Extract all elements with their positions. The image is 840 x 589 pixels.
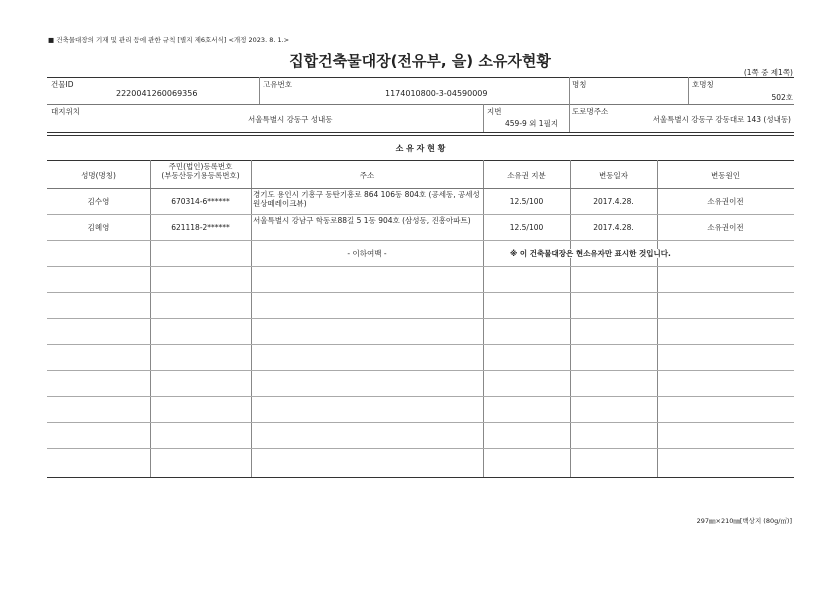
unique-no-value: 1174010800-3-04590009 — [385, 89, 488, 98]
table-row — [47, 396, 794, 397]
owner-change-reason: 소유권이전 — [707, 197, 744, 206]
table-row — [47, 370, 794, 371]
road-value: 서울특별시 강동구 강동대로 143 (성내동) — [652, 115, 791, 124]
table-row — [47, 344, 794, 345]
revision-label: <개정 2023. 8. 1.> — [228, 36, 290, 44]
owner-change-reason: 소유권이전 — [707, 223, 744, 232]
unit-value: 502호 — [771, 93, 793, 102]
site-value: 서울특별시 강동구 성내동 — [248, 115, 333, 124]
table-row — [47, 318, 794, 319]
owner-change-date: 2017.4.28. — [593, 223, 634, 232]
regulation-label: ■ 건축물대장의 기재 및 관리 등에 관한 규칙 [별지 제6호서식] — [48, 36, 227, 44]
unique-no-label: 고유번호 — [263, 80, 292, 89]
col-header-name: 성명(명칭) — [81, 171, 116, 180]
table-row — [47, 292, 794, 293]
lot-value: 459-9 외 1필지 — [505, 119, 559, 128]
notice-text: ※ 이 건축물대장은 현소유자만 표시한 것입니다. — [510, 249, 671, 258]
paper-spec: 297㎜×210㎜[백상지 (80g/㎡)] — [696, 517, 792, 525]
site-label: 대지위치 — [51, 107, 80, 116]
regulation-text — [48, 35, 289, 44]
building-id-label: 건물ID — [51, 80, 74, 89]
table-row — [47, 422, 794, 423]
table-row — [47, 448, 794, 449]
owner-address: 서울특별시 강남구 학동로88길 5 1동 904호 (삼성동, 진흥아파트) — [253, 216, 471, 225]
owner-share: 12.5/100 — [509, 223, 544, 232]
unit-label: 호명칭 — [692, 80, 714, 89]
page-info: (1쪽 중 제1쪽) — [743, 68, 793, 77]
owner-share: 12.5/100 — [509, 197, 544, 206]
owner-reg-no: 670314-6****** — [171, 197, 230, 206]
section-title: 소 유 자 현 황 — [395, 144, 446, 153]
owner-name: 김혜영 — [87, 223, 110, 232]
blank-marker: - 이하여백 - — [347, 249, 387, 258]
lot-label: 지번 — [487, 107, 502, 116]
owner-address: 경기도 용인시 기흥구 동탄기흥로 864 106동 804호 (공세동, 공세성원상떼레이크뷰) — [253, 190, 480, 208]
owner-change-date: 2017.4.28. — [593, 197, 634, 206]
name-label: 명칭 — [572, 80, 587, 89]
col-header-reg-no: 주민(법인)등록번호 (부동산등기용등록번호) — [161, 162, 240, 180]
col-header-share: 소유권 지분 — [507, 171, 546, 180]
building-id-value: 2220041260069356 — [116, 89, 198, 98]
road-label: 도로명주소 — [572, 107, 609, 116]
document-title: 집합건축물대장(전유부, 을) 소유자현황 — [289, 52, 551, 70]
col-header-change-reason: 변동원인 — [711, 171, 740, 180]
col-header-address: 주소 — [359, 171, 375, 180]
owner-name: 김수영 — [87, 197, 110, 206]
owner-reg-no: 621118-2****** — [171, 223, 230, 232]
col-header-change-date: 변동일자 — [599, 171, 628, 180]
